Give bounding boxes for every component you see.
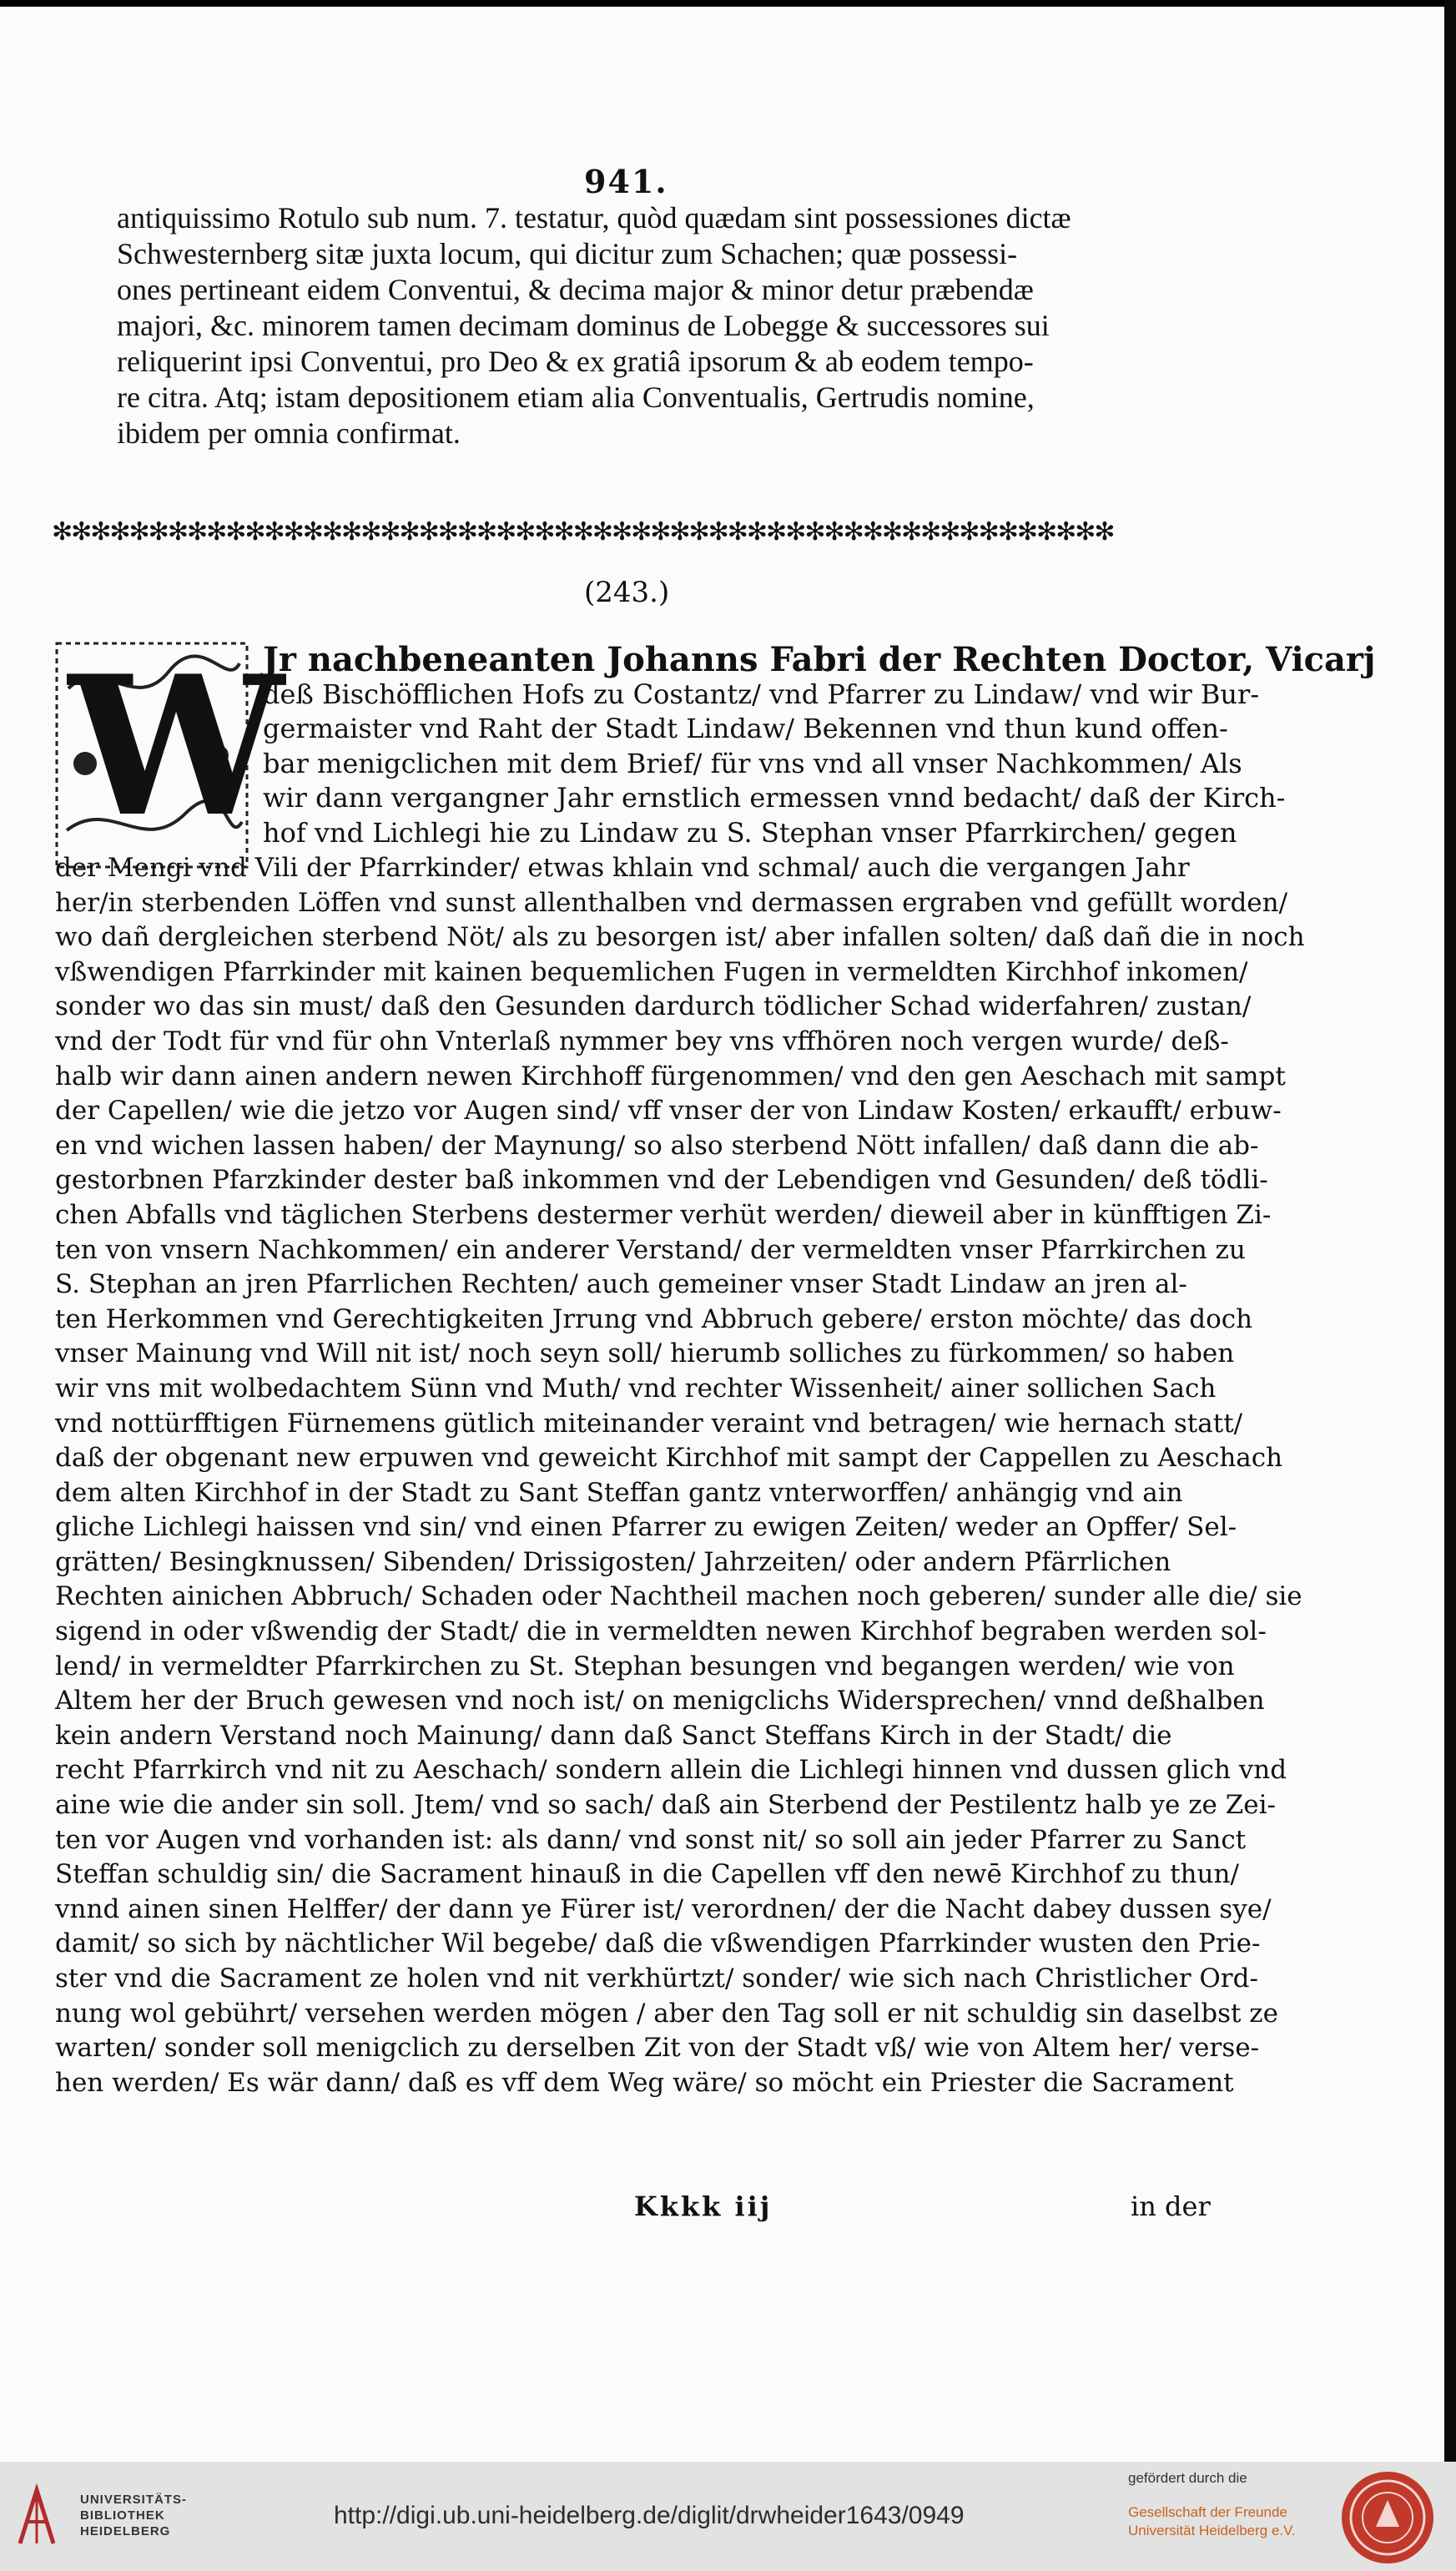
text-line: ten von vnsern Nachkommen/ ein anderer Verstand/ der vermeldten vnser Pfarrkirchen zu [55,1234,1246,1265]
text-line: antiquissimo Rotulo sub num. 7. testatur, quòd quædam sint possessiones dictæ [117,201,1071,234]
text-line: vnd der Todt für vnd für ohn Vnterlaß nymmer bey vns vffhören noch vergen wurde/ deß- [55,1026,1229,1056]
permalink-url[interactable]: http://digi.ub.uni-heidelberg.de/diglit/drwheider1643/0949 [334,2502,965,2529]
text-line: Altem her der Bruch gewesen vnd noch ist/ on menigclichs Widersprechen/ vnnd deßhalben [55,1686,1265,1717]
text-line: bar menigclichen mit dem Brief/ für vns vnd all vnser Nachkommen/ Als [263,747,1242,779]
text-line: damit/ so sich by nächtlicher Wil begebe/ daß die vßwendigen Pfarrkinder wusten den Prie- [55,1928,1261,1959]
sponsor-line: Universität Heidelberg e.V. [1128,2523,1296,2538]
university-seal-icon [1338,2468,1437,2567]
text-line: lend/ in vermeldter Pfarrkirchen zu St. Stephan besungen vnd begangen werden/ wie von [55,1651,1235,1681]
text-line: wo dañ dergleichen sterbend Nöt/ als zu besorgen ist/ aber infallen solten/ daß dañ die in noch [55,922,1305,953]
catchword: in der [1131,2190,1211,2222]
text-line: dem alten Kirchhof in der Stadt zu Sant Steffan gantz vnterworffen/ anhängig vnd ain [55,1477,1183,1508]
text-line: vnd nottürfftigen Fürnemens gütlich miteinander veraint vnd betragen/ wie hernach statt/ [55,1408,1243,1439]
library-name-line: BIBLIOTHEK [80,2508,165,2523]
text-line: ten vor Augen vnd vorhanden ist: als dann/ vnd sonst nit/ so soll ain jeder Pfarrer zu Sanct [55,1824,1247,1855]
text-line: Schwesternberg sitæ juxta locum, qui dicitur zum Schachen; quæ possessi- [117,237,1018,270]
text-line: halb wir dann ainen andern newen Kirchhoff fürgenommen/ vnd den gen Aeschach mit sampt [55,1061,1286,1091]
ornamental-rule: ✻✻✻✻✻✻✻✻✻✻✻✻✻✻✻✻✻✻✻✻✻✻✻✻✻✻✻✻✻✻✻✻✻✻✻✻✻✻✻✻✻✻✻✻✻✻✻✻✻✻✻✻✻✻✻ [52,517,1114,547]
text-line: der Capellen/ wie die jetzo vor Augen sind/ vff vnser der von Lindaw Kosten/ erkaufft/ erbuw- [55,1096,1282,1127]
text-line: gestorbnen Pfarzkinder dester baß inkommen vnd der Lebendigen vnd Gesunden/ deß tödli- [55,1165,1268,1196]
text-line: hof vnd Lichlegi hie zu Lindaw zu S. Stephan vnser Pfarrkirchen/ gegen [263,816,1237,849]
text-line: en vnd wichen lassen haben/ der Maynung/ so also sterbend Nött infallen/ daß dann die ab- [55,1130,1259,1161]
text-line: reliquerint ipsi Conventui, pro Deo & ex gratiâ ipsorum & ab eodem tempo- [117,345,1034,378]
text-line: wir dann vergangner Jahr ernstlich ermessen vnnd bedacht/ daß der Kirch- [263,782,1286,814]
text-line: der Mengi vnd Vili der Pfarrkinder/ etwas khlain vnd schmal/ auch die vergangen Jahr [55,853,1190,883]
initial-letter: W [68,634,285,860]
text-line: re citra. Atq; istam depositionem etiam alia Conventualis, Gertrudis nomine, [117,381,1035,414]
text-line: deß Bischöfflichen Hofs zu Costantz/ vnd Pfarrer zu Lindaw/ vnd wir Bur- [263,678,1260,710]
text-line: S. Stephan an jren Pfarrlichen Rechten/ auch gemeiner vnser Stadt Lindaw an jren al- [55,1269,1187,1300]
library-logo-icon [15,2485,58,2548]
sponsor-label: gefördert durch die [1128,2470,1247,2486]
library-name [80,2492,187,2539]
text-line: Steffan schuldig sin/ die Sacrament hinauß in die Capellen vff den newē Kirchhof zu thun/ [55,1859,1239,1890]
text-line: vßwendigen Pfarrkinder mit kainen bequemlichen Fugen in vermeldten Kirchhof inkomen/ [55,956,1248,987]
text-line: warten/ sonder soll menigclich zu derselben Zit von der Stadt vß/ wie von Altem her/ verse- [55,2033,1260,2064]
text-line: gliche Lichlegi haissen vnd sin/ vnd einen Pfarrer zu ewigen Zeiten/ weder an Opffer/ Sel- [55,1512,1237,1543]
text-line: hen werden/ Es wär dann/ daß es vff dem Weg wäre/ so möcht ein Priester die Sacrament [55,2067,1234,2098]
heading-block [263,640,1376,850]
text-line: daß der obgenant new erpuwen vnd geweicht Kirchhof mit sampt der Cappellen zu Aeschach [55,1443,1283,1474]
document-number: (243.) [584,576,670,609]
library-name-line: UNIVERSITÄTS- [80,2493,188,2507]
text-line: ster vnd die Sacrament ze holen vnd nit verkhürtzt/ sonder/ wie sich nach Christlicher Ord- [55,1964,1258,1994]
text-line: vnser Mainung vnd Will nit ist/ noch seyn soll/ hierumb solliches zu fürkommen/ so haben [55,1338,1235,1369]
text-line: her/in sterbenden Löffen vnd sunst allenthalben vnd dermassen ergraben vnd gefüllt worden/ [55,887,1288,918]
sponsor-name[interactable] [1128,2503,1296,2540]
text-line: wir vns mit wolbedachtem Sünn vnd Muth/ vnd rechter Wissenheit/ ainer sollichen Sach [55,1373,1217,1404]
text-line: ten Herkommen vnd Gerechtigkeiten Jrrung vnd Abbruch gebere/ erston möchte/ das doch [55,1303,1253,1334]
footer-bar [0,2462,1456,2571]
text-line: Jr nachbeneanten Johanns Fabri der Rechten Doctor, Vicarj [263,640,1376,679]
text-line: nung wol gebührt/ versehen werden mögen / aber den Tag soll er nit schuldig sin daselbst ze [55,1998,1278,2029]
signature-mark: Kkkk iij [634,2190,773,2222]
library-name-line: HEIDELBERG [80,2524,171,2538]
text-line: ones pertineant eidem Conventui, & decima major & minor detur præbendæ [117,273,1034,306]
body-text [55,851,1305,2100]
decorated-initial [52,634,285,872]
text-line: sonder wo das sin must/ daß den Gesunden dardurch tödlicher Schad widerfahren/ zustan/ [55,991,1252,1022]
text-line: grätten/ Besingknussen/ Sibenden/ Drissigosten/ Jahrzeiten/ oder andern Pfärrlichen [55,1546,1171,1577]
text-line: germaister vnd Raht der Stadt Lindaw/ Bekennen vnd thun kund offen- [263,713,1228,744]
text-line: kein andern Verstand noch Mainung/ dann daß Sanct Steffans Kirch in der Stadt/ die [55,1720,1172,1751]
page-number: 941. [584,163,668,200]
latin-paragraph [117,200,1227,451]
sponsor-line: Gesellschaft der Freunde [1128,2504,1287,2520]
text-line: aine wie die ander sin soll. Jtem/ vnd so sach/ daß ain Sterbend der Pestilentz halb ye ze Zei- [55,1790,1276,1821]
text-line: vnnd ainen sinen Helffer/ der dann ye Fürer ist/ verordnen/ der die Nacht dabey dussen sye/ [55,1893,1272,1924]
text-line: Rechten ainichen Abbruch/ Schaden oder Nachtheil machen noch geberen/ sunder alle die/ sie [55,1581,1302,1612]
text-line: chen Abfalls vnd täglichen Sterbens destermer verhüt werden/ dieweil aber in künfftigen Zi- [55,1199,1272,1230]
text-line: ibidem per omnia confirmat. [117,416,461,450]
text-line: recht Pfarrkirch vnd nit zu Aeschach/ sondern allein die Lichlegi hinnen vnd dussen glich vnd [55,1755,1287,1786]
text-line: majori, &c. minorem tamen decimam dominus de Lobegge & successores sui [117,309,1050,342]
right-scan-edge [1444,0,1456,2462]
top-scan-edge [0,0,1456,7]
text-line: sigend in oder vßwendig der Stadt/ die in vermeldten newen Kirchhof begraben werden sol- [55,1616,1267,1647]
